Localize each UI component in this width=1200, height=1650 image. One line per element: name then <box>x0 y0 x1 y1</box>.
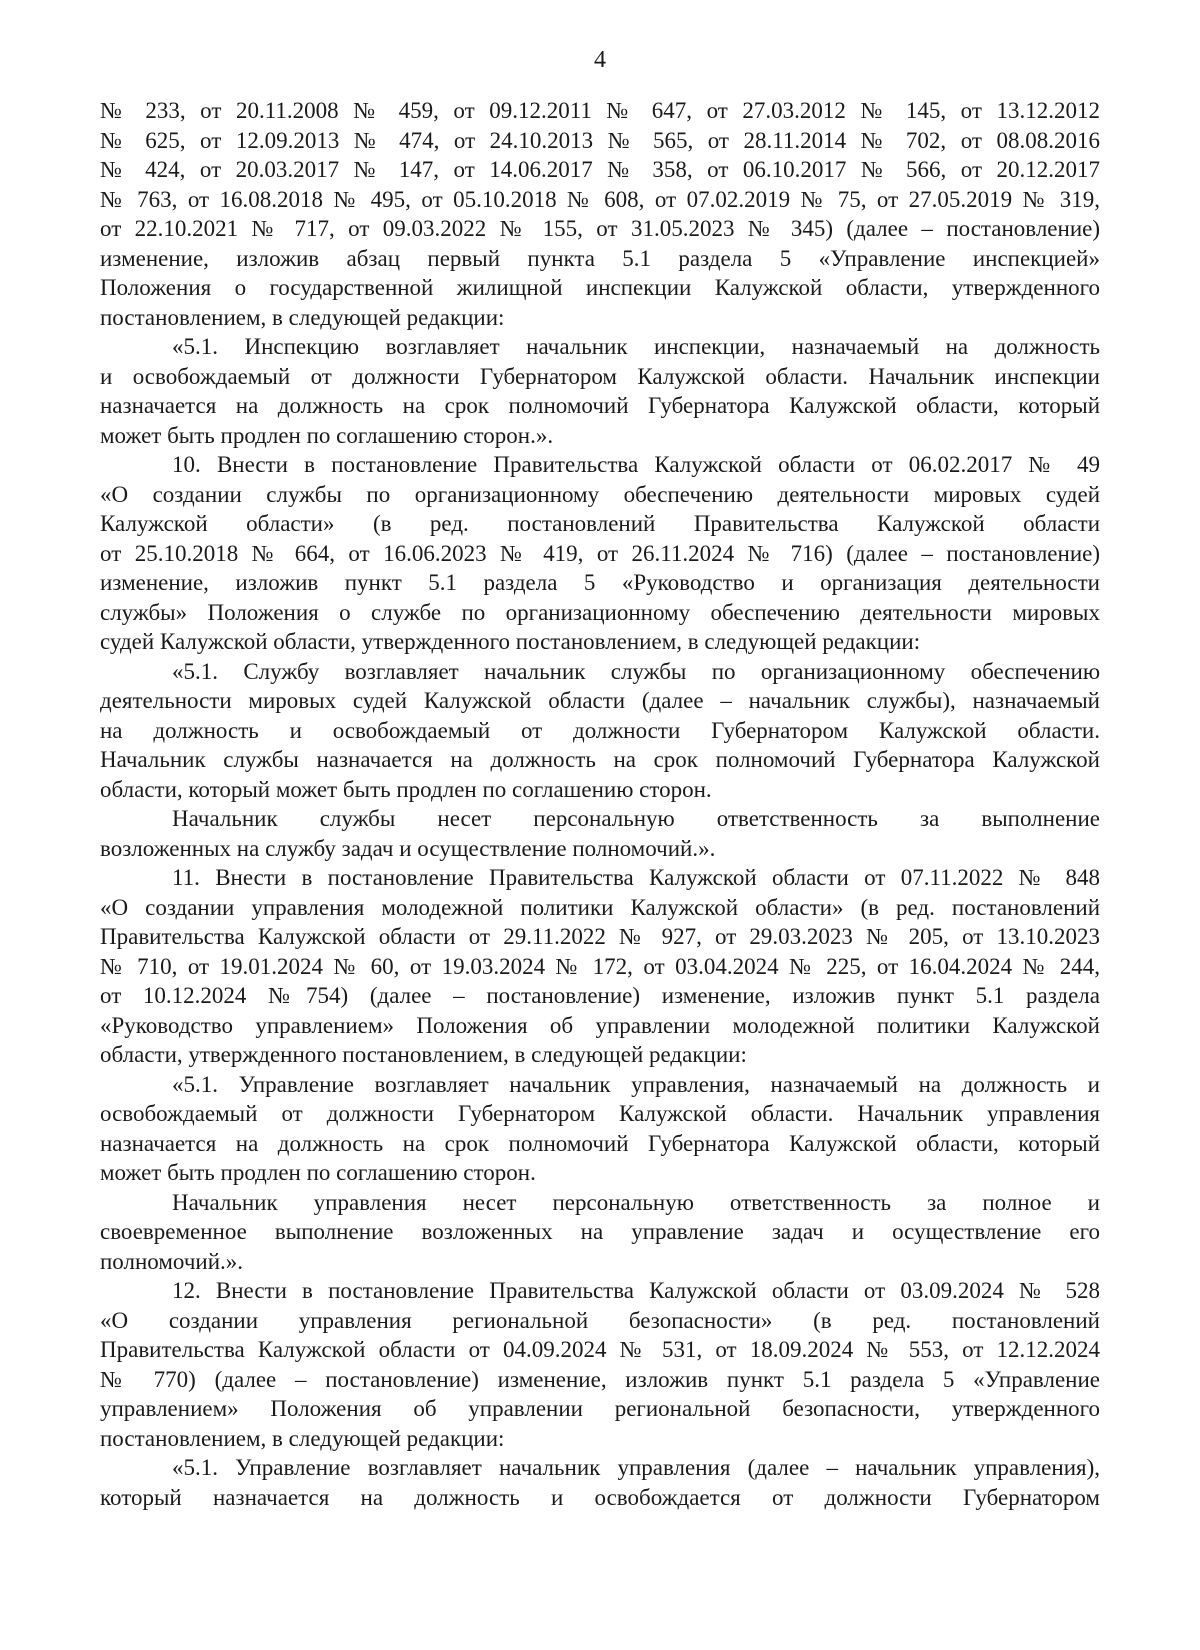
text-line: полномочий.». <box>100 1248 243 1274</box>
text-line: № 625, от 12.09.2013 № 474, от 24.10.2013 № 565, от 28.11.2014 № 702, от 08.08.2016 <box>100 127 1100 153</box>
text-line: «Руководство управлением» Положения об управлении молодежной политики Калужской <box>100 1012 1100 1038</box>
text-line: № 424, от 20.03.2017 № 147, от 14.06.2017 № 358, от 06.10.2017 № 566, от 20.12.2017 <box>100 157 1100 182</box>
paragraph <box>100 657 1100 805</box>
text-line: может быть продлен по соглашению сторон. <box>100 1160 536 1185</box>
text-line: возложенных на службу задач и осуществление полномочий.». <box>100 835 716 861</box>
text-line: «5.1. Службу возглавляет начальник службы по организационному обеспечению <box>172 658 1100 684</box>
text-line: своевременное выполнение возложенных на управление задач и осуществление его <box>100 1219 1100 1244</box>
text-line: Положения о государственной жилищной инспекции Калужской области, утвержденного <box>100 275 1100 300</box>
text-line: службы» Положения о службе по организационному обеспечению деятельности мировых <box>100 599 1100 625</box>
text-line: области, который может быть продлен по соглашению сторон. <box>100 776 712 802</box>
text-line: от 10.12.2024 №754) (далее – постановление) изменение, изложив пункт 5.1 раздела <box>100 983 1100 1008</box>
text-line: от 25.10.2018 № 664, от 16.06.2023 № 419, от 26.11.2024 № 716) (далее – постановление) <box>100 540 1100 566</box>
text-line: от 22.10.2021 № 717, от 09.03.2022 № 155, от 31.05.2023 № 345) (далее – постановление) <box>100 216 1100 241</box>
text-line: «5.1. Управление возглавляет начальник управления (далее – начальник управления), <box>172 1455 1100 1480</box>
paragraph <box>100 332 1100 450</box>
text-line: может быть продлен по соглашению сторон.». <box>100 422 554 448</box>
text-line: Начальник службы назначается на должность на срок полномочий Губернатора Калужской <box>100 747 1100 772</box>
text-line: назначается на должность на срок полномочий Губернатора Калужской области, который <box>100 1130 1100 1156</box>
text-line: изменение, изложив пункт 5.1 раздела 5 «Руководство и организация деятельности <box>100 570 1100 595</box>
paragraph <box>100 96 1100 332</box>
text-line: «О создании управления региональной безопасности» (в ред. постановлений <box>100 1307 1100 1333</box>
text-line: № 710, от 19.01.2024 № 60, от 19.03.2024 № 172, от 03.04.2024 № 225, от 16.04.2024 № 244, <box>100 953 1100 979</box>
text-line: Начальник службы несет персональную ответственность за выполнение <box>172 806 1100 831</box>
text-line: постановлением, в следующей редакции: <box>100 304 505 330</box>
document-body <box>100 96 1100 1512</box>
paragraph <box>100 1070 1100 1188</box>
text-line: Правительства Калужской области от 04.09.2024 № 531, от 18.09.2024 № 553, от 12.12.2024 <box>100 1337 1100 1362</box>
text-line: освобождаемый от должности Губернатором Калужской области. Начальник управления <box>100 1101 1100 1126</box>
text-line: № 770) (далее – постановление) изменение, изложив пункт 5.1 раздела 5 «Управление <box>100 1366 1100 1392</box>
paragraph <box>100 1188 1100 1277</box>
paragraph <box>100 1453 1100 1512</box>
text-line: на должность и освобождаемый от должности Губернатором Калужской области. <box>100 717 1100 743</box>
text-line: Начальник управления несет персональную ответственность за полное и <box>172 1189 1100 1215</box>
paragraph <box>100 863 1100 1070</box>
page-number: 4 <box>594 47 606 73</box>
text-line: № 233, от 20.11.2008 № 459, от 09.12.2011 № 647, от 27.03.2012 № 145, от 13.12.2012 <box>100 98 1100 123</box>
text-line: управлением» Положения об управлении региональной безопасности, утвержденного <box>100 1396 1100 1421</box>
text-line: «О создании службы по организационному обеспечению деятельности мировых судей <box>100 481 1100 507</box>
text-line: назначается на должность на срок полномочий Губернатора Калужской области, который <box>100 393 1100 418</box>
text-line: Калужской области» (в ред. постановлений Правительства Калужской области <box>100 511 1100 536</box>
text-line: «5.1. Инспекцию возглавляет начальник инспекции, назначаемый на должность <box>172 334 1100 359</box>
text-line: судей Калужской области, утвержденного постановлением, в следующей редакции: <box>100 629 921 654</box>
text-line: 11. Внести в постановление Правительства Калужской области от 07.11.2022 № 848 <box>172 865 1100 890</box>
text-line: области, утвержденного постановлением, в следующей редакции: <box>100 1042 747 1067</box>
text-line: Правительства Калужской области от 29.11.2022 № 927, от 29.03.2023 № 205, от 13.10.2023 <box>100 924 1100 949</box>
text-line: 12. Внести в постановление Правительства Калужской области от 03.09.2024 № 528 <box>172 1278 1100 1303</box>
text-line: «5.1. Управление возглавляет начальник управления, назначаемый на должность и <box>172 1071 1100 1097</box>
text-line: который назначается на должность и освобождается от должности Губернатором <box>100 1484 1100 1510</box>
paragraph <box>100 804 1100 863</box>
text-line: постановлением, в следующей редакции: <box>100 1425 505 1451</box>
text-line: 10. Внести в постановление Правительства Калужской области от 06.02.2017 № 49 <box>172 452 1100 477</box>
paragraph <box>100 1276 1100 1453</box>
text-line: «О создании управления молодежной политики Калужской области» (в ред. постановлений <box>100 894 1100 920</box>
text-line: № 763, от 16.08.2018 № 495, от 05.10.2018 № 608, от 07.02.2019 № 75, от 27.05.2019 № 319, <box>100 186 1100 212</box>
paragraph <box>100 450 1100 657</box>
text-line: деятельности мировых судей Калужской области (далее – начальник службы), назначаемый <box>100 688 1100 713</box>
text-line: и освобождаемый от должности Губернатором Калужской области. Начальник инспекции <box>100 363 1100 389</box>
text-line: изменение, изложив абзац первый пункта 5.1 раздела 5 «Управление инспекцией» <box>100 245 1100 271</box>
